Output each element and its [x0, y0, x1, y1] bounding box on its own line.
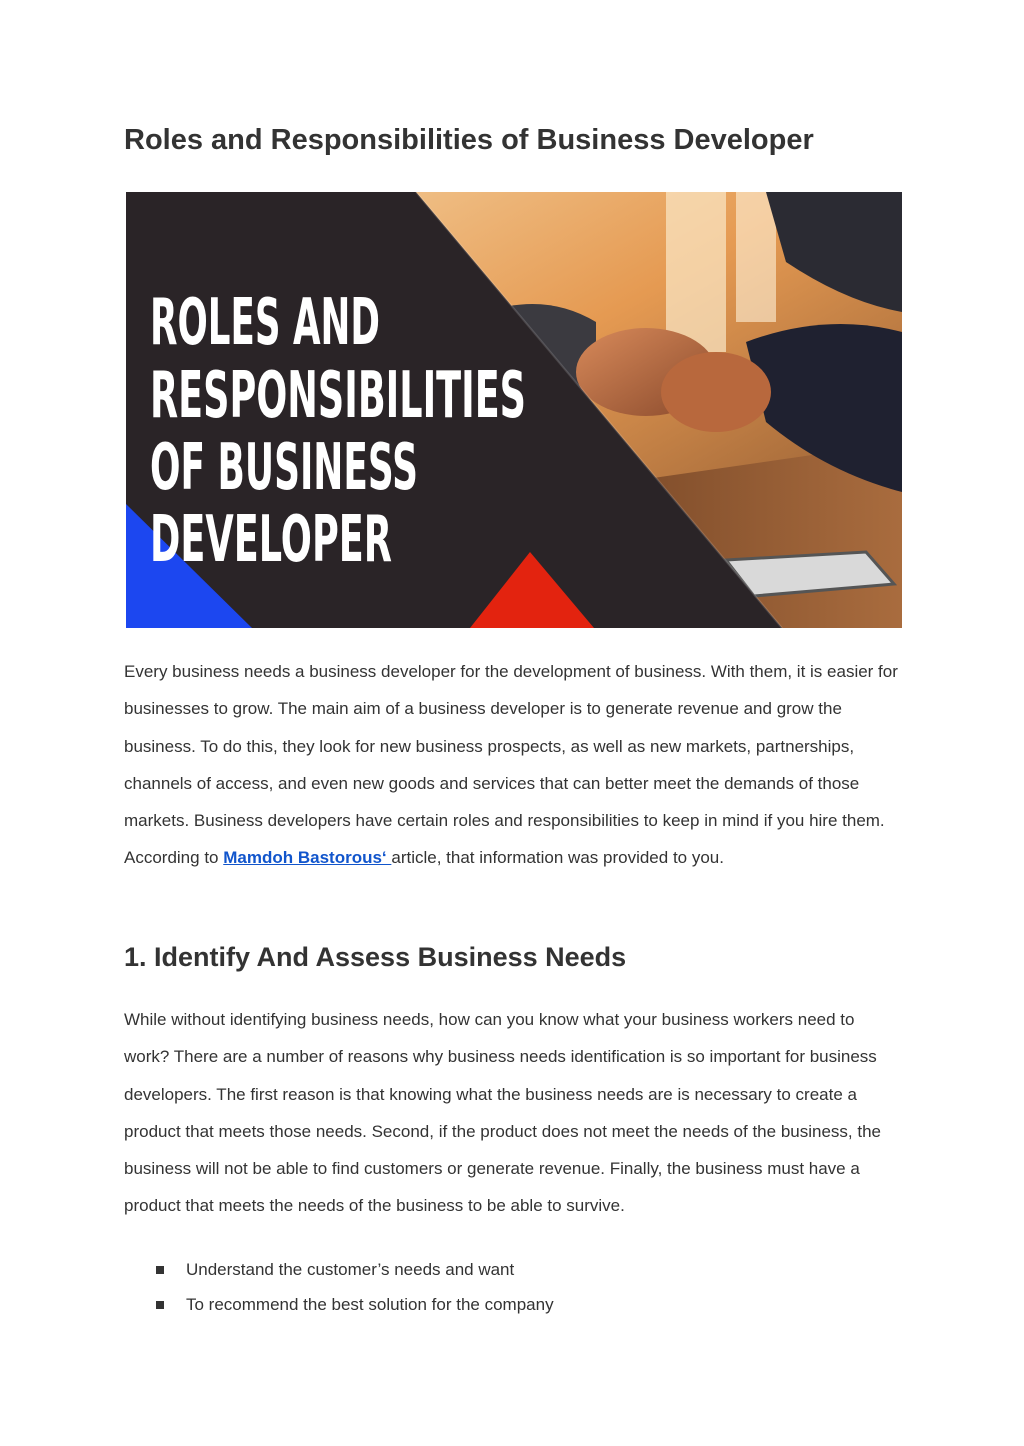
hero-image: [126, 192, 902, 628]
hero-line-2: RESPONSIBILITIES: [150, 359, 526, 433]
author-link[interactable]: Mamdoh Bastorous‘: [223, 848, 392, 868]
section-heading: 1. Identify And Assess Business Needs: [124, 942, 627, 972]
intro-text-before-link: Every business needs a business developer for the development of business. With them, it is easier for businesses to grow. The main aim of a business developer is to generate revenue and grow the business. To do this, they look for new business prospects, as well as new markets, partnerships, channels of access, and even new goods and services that can better meet the demands of those markets. Business developers have certain roles and responsibilities to keep in mind if you hire them. According to: [124, 662, 898, 868]
list-item: [156, 1287, 554, 1322]
hero-line-1: ROLES AND: [150, 286, 380, 360]
bullet-list: [156, 1252, 554, 1322]
section-paragraph: While without identifying business needs, how can you know what your business workers need to work? There are a number of reasons why business needs identification is so important for business developers. The first reason is that knowing what the business needs are is necessary to create a product that meets those needs. Second, if the product does not meet the needs of the business, the business will not be able to find customers or generate revenue. Finally, the business must have a product that meets the needs of the business to be able to survive.: [124, 1010, 881, 1216]
intro-text-after-link: article, that information was provided to you.: [391, 848, 724, 868]
list-item: [156, 1252, 554, 1287]
page-title: Roles and Responsibilities of Business Developer: [124, 124, 814, 156]
hero-line-4: DEVELOPER: [150, 503, 392, 577]
list-item-text: Understand the customer’s needs and want: [186, 1260, 515, 1279]
list-item-text: To recommend the best solution for the company: [186, 1295, 554, 1314]
intro-paragraph: [124, 653, 904, 877]
square-bullet-icon: [156, 1301, 164, 1309]
hero-line-3: OF BUSINESS: [150, 431, 418, 505]
square-bullet-icon: [156, 1266, 164, 1274]
